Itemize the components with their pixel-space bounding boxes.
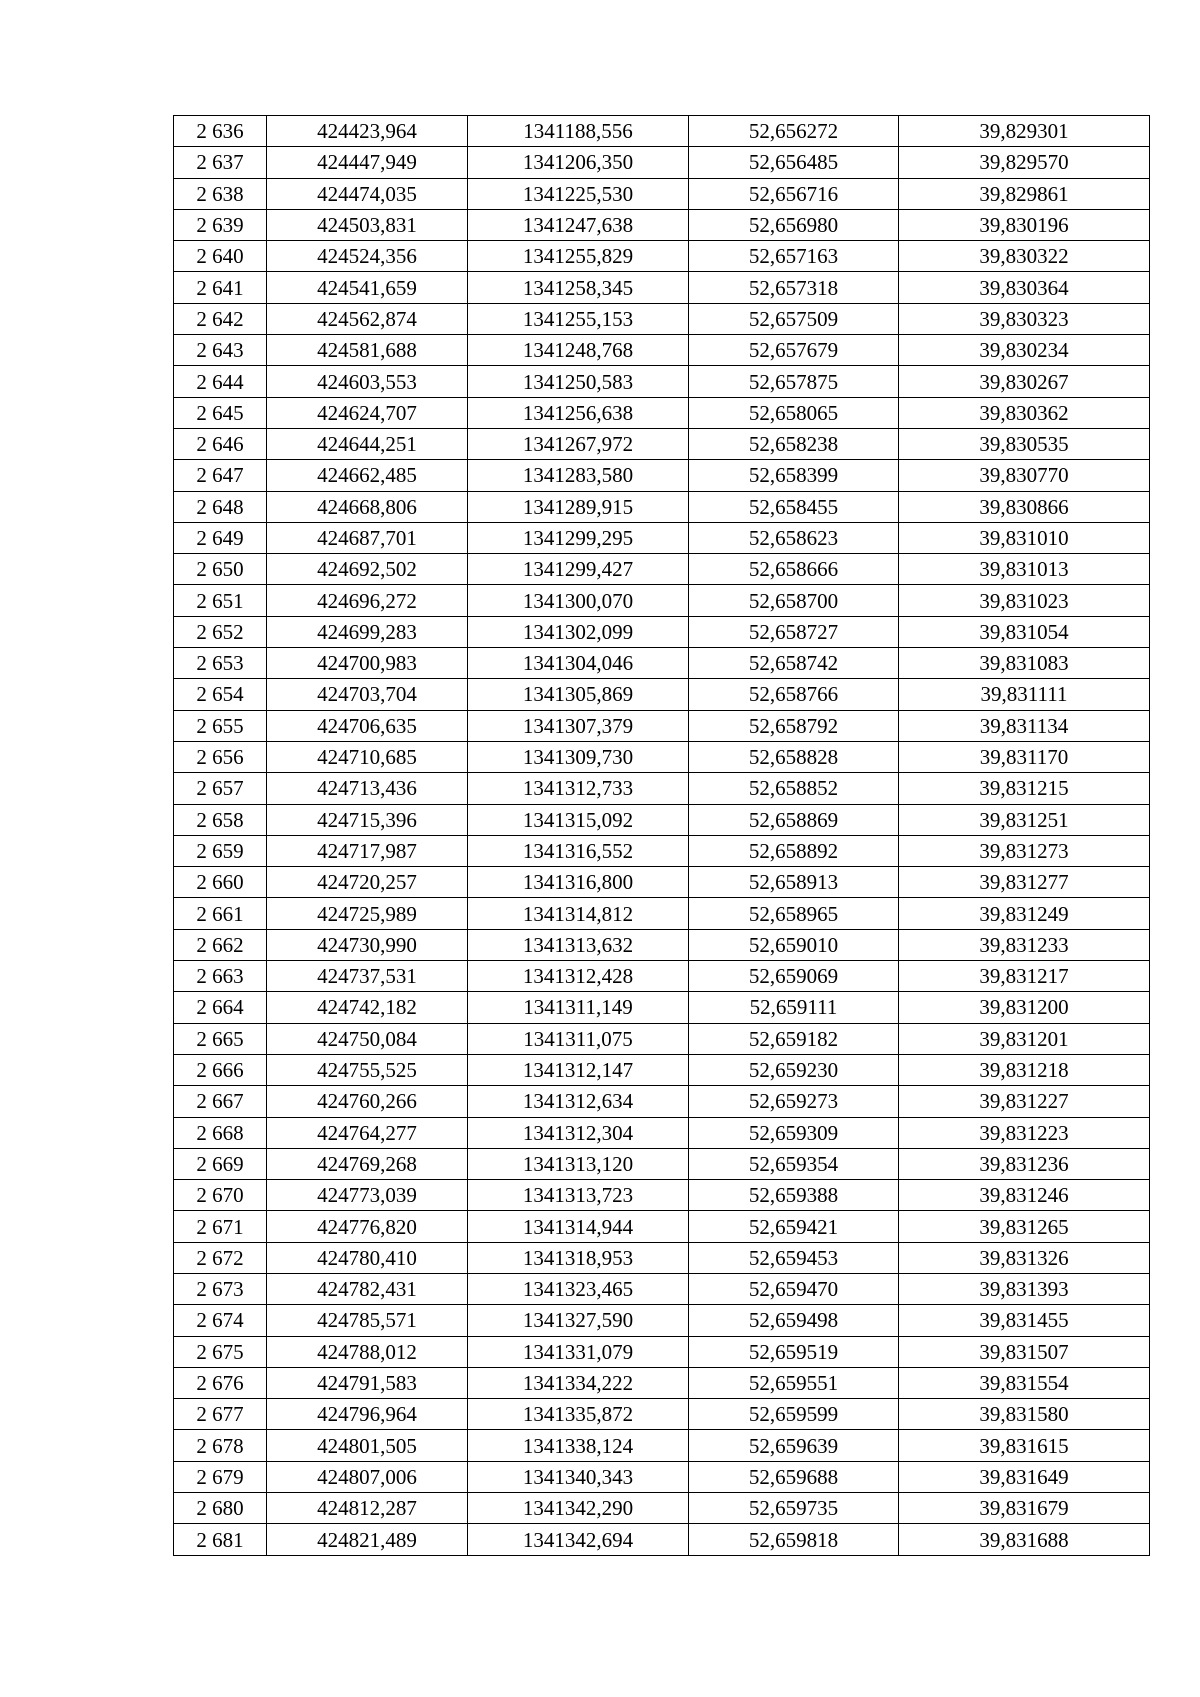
x-coordinate-cell: 424703,704 bbox=[267, 679, 468, 710]
longitude-cell: 39,831223 bbox=[899, 1117, 1150, 1148]
longitude-cell: 39,831111 bbox=[899, 679, 1150, 710]
y-coordinate-cell: 1341304,046 bbox=[468, 648, 689, 679]
table-row bbox=[174, 178, 1150, 209]
longitude-cell: 39,831507 bbox=[899, 1336, 1150, 1367]
x-coordinate-cell: 424782,431 bbox=[267, 1273, 468, 1304]
longitude-cell: 39,831249 bbox=[899, 898, 1150, 929]
longitude-cell: 39,831170 bbox=[899, 741, 1150, 772]
table-row bbox=[174, 1367, 1150, 1398]
coordinates-table bbox=[173, 115, 1150, 1556]
x-coordinate-cell: 424788,012 bbox=[267, 1336, 468, 1367]
y-coordinate-cell: 1341314,944 bbox=[468, 1211, 689, 1242]
longitude-cell: 39,830535 bbox=[899, 428, 1150, 459]
x-coordinate-cell: 424668,806 bbox=[267, 491, 468, 522]
latitude-cell: 52,658852 bbox=[689, 773, 899, 804]
table-row bbox=[174, 428, 1150, 459]
y-coordinate-cell: 1341327,590 bbox=[468, 1305, 689, 1336]
x-coordinate-cell: 424713,436 bbox=[267, 773, 468, 804]
x-coordinate-cell: 424720,257 bbox=[267, 867, 468, 898]
longitude-cell: 39,831277 bbox=[899, 867, 1150, 898]
y-coordinate-cell: 1341340,343 bbox=[468, 1461, 689, 1492]
latitude-cell: 52,659599 bbox=[689, 1399, 899, 1430]
table-row bbox=[174, 1117, 1150, 1148]
longitude-cell: 39,831615 bbox=[899, 1430, 1150, 1461]
point-number-cell: 2 660 bbox=[174, 867, 267, 898]
x-coordinate-cell: 424812,287 bbox=[267, 1493, 468, 1524]
x-coordinate-cell: 424785,571 bbox=[267, 1305, 468, 1336]
y-coordinate-cell: 1341258,345 bbox=[468, 272, 689, 303]
x-coordinate-cell: 424776,820 bbox=[267, 1211, 468, 1242]
x-coordinate-cell: 424760,266 bbox=[267, 1086, 468, 1117]
x-coordinate-cell: 424807,006 bbox=[267, 1461, 468, 1492]
x-coordinate-cell: 424725,989 bbox=[267, 898, 468, 929]
latitude-cell: 52,657163 bbox=[689, 241, 899, 272]
table-row bbox=[174, 1023, 1150, 1054]
point-number-cell: 2 651 bbox=[174, 585, 267, 616]
y-coordinate-cell: 1341267,972 bbox=[468, 428, 689, 459]
longitude-cell: 39,829861 bbox=[899, 178, 1150, 209]
longitude-cell: 39,830770 bbox=[899, 460, 1150, 491]
latitude-cell: 52,659010 bbox=[689, 929, 899, 960]
y-coordinate-cell: 1341300,070 bbox=[468, 585, 689, 616]
x-coordinate-cell: 424773,039 bbox=[267, 1180, 468, 1211]
point-number-cell: 2 671 bbox=[174, 1211, 267, 1242]
latitude-cell: 52,659688 bbox=[689, 1461, 899, 1492]
table-row bbox=[174, 679, 1150, 710]
y-coordinate-cell: 1341312,733 bbox=[468, 773, 689, 804]
x-coordinate-cell: 424801,505 bbox=[267, 1430, 468, 1461]
longitude-cell: 39,831083 bbox=[899, 648, 1150, 679]
longitude-cell: 39,830234 bbox=[899, 335, 1150, 366]
table-row bbox=[174, 1461, 1150, 1492]
table-row bbox=[174, 397, 1150, 428]
longitude-cell: 39,831246 bbox=[899, 1180, 1150, 1211]
longitude-cell: 39,830364 bbox=[899, 272, 1150, 303]
x-coordinate-cell: 424715,396 bbox=[267, 804, 468, 835]
longitude-cell: 39,831649 bbox=[899, 1461, 1150, 1492]
latitude-cell: 52,658455 bbox=[689, 491, 899, 522]
latitude-cell: 52,659111 bbox=[689, 992, 899, 1023]
table-row bbox=[174, 616, 1150, 647]
table-row bbox=[174, 867, 1150, 898]
latitude-cell: 52,658965 bbox=[689, 898, 899, 929]
y-coordinate-cell: 1341318,953 bbox=[468, 1242, 689, 1273]
latitude-cell: 52,658666 bbox=[689, 554, 899, 585]
y-coordinate-cell: 1341313,632 bbox=[468, 929, 689, 960]
point-number-cell: 2 672 bbox=[174, 1242, 267, 1273]
longitude-cell: 39,831227 bbox=[899, 1086, 1150, 1117]
latitude-cell: 52,659818 bbox=[689, 1524, 899, 1555]
longitude-cell: 39,831265 bbox=[899, 1211, 1150, 1242]
table-row bbox=[174, 929, 1150, 960]
latitude-cell: 52,658766 bbox=[689, 679, 899, 710]
x-coordinate-cell: 424581,688 bbox=[267, 335, 468, 366]
point-number-cell: 2 647 bbox=[174, 460, 267, 491]
longitude-cell: 39,831217 bbox=[899, 961, 1150, 992]
y-coordinate-cell: 1341305,869 bbox=[468, 679, 689, 710]
longitude-cell: 39,831326 bbox=[899, 1242, 1150, 1273]
longitude-cell: 39,831251 bbox=[899, 804, 1150, 835]
latitude-cell: 52,657318 bbox=[689, 272, 899, 303]
point-number-cell: 2 661 bbox=[174, 898, 267, 929]
point-number-cell: 2 658 bbox=[174, 804, 267, 835]
latitude-cell: 52,659354 bbox=[689, 1148, 899, 1179]
table-row bbox=[174, 460, 1150, 491]
x-coordinate-cell: 424644,251 bbox=[267, 428, 468, 459]
x-coordinate-cell: 424692,502 bbox=[267, 554, 468, 585]
table-row bbox=[174, 1399, 1150, 1430]
y-coordinate-cell: 1341331,079 bbox=[468, 1336, 689, 1367]
point-number-cell: 2 664 bbox=[174, 992, 267, 1023]
longitude-cell: 39,830322 bbox=[899, 241, 1150, 272]
y-coordinate-cell: 1341299,427 bbox=[468, 554, 689, 585]
point-number-cell: 2 675 bbox=[174, 1336, 267, 1367]
x-coordinate-cell: 424755,525 bbox=[267, 1054, 468, 1085]
table-row bbox=[174, 1336, 1150, 1367]
x-coordinate-cell: 424699,283 bbox=[267, 616, 468, 647]
y-coordinate-cell: 1341311,075 bbox=[468, 1023, 689, 1054]
point-number-cell: 2 640 bbox=[174, 241, 267, 272]
latitude-cell: 52,658238 bbox=[689, 428, 899, 459]
x-coordinate-cell: 424503,831 bbox=[267, 209, 468, 240]
table-row bbox=[174, 491, 1150, 522]
x-coordinate-cell: 424524,356 bbox=[267, 241, 468, 272]
latitude-cell: 52,659735 bbox=[689, 1493, 899, 1524]
y-coordinate-cell: 1341256,638 bbox=[468, 397, 689, 428]
table-row bbox=[174, 554, 1150, 585]
table-row bbox=[174, 1430, 1150, 1461]
point-number-cell: 2 650 bbox=[174, 554, 267, 585]
latitude-cell: 52,659551 bbox=[689, 1367, 899, 1398]
x-coordinate-cell: 424541,659 bbox=[267, 272, 468, 303]
point-number-cell: 2 641 bbox=[174, 272, 267, 303]
y-coordinate-cell: 1341250,583 bbox=[468, 366, 689, 397]
latitude-cell: 52,659230 bbox=[689, 1054, 899, 1085]
point-number-cell: 2 646 bbox=[174, 428, 267, 459]
longitude-cell: 39,831010 bbox=[899, 522, 1150, 553]
y-coordinate-cell: 1341311,149 bbox=[468, 992, 689, 1023]
longitude-cell: 39,831455 bbox=[899, 1305, 1150, 1336]
x-coordinate-cell: 424423,964 bbox=[267, 116, 468, 147]
latitude-cell: 52,658913 bbox=[689, 867, 899, 898]
y-coordinate-cell: 1341312,304 bbox=[468, 1117, 689, 1148]
table-row bbox=[174, 303, 1150, 334]
x-coordinate-cell: 424710,685 bbox=[267, 741, 468, 772]
x-coordinate-cell: 424603,553 bbox=[267, 366, 468, 397]
longitude-cell: 39,831688 bbox=[899, 1524, 1150, 1555]
table-row bbox=[174, 1242, 1150, 1273]
latitude-cell: 52,659470 bbox=[689, 1273, 899, 1304]
point-number-cell: 2 666 bbox=[174, 1054, 267, 1085]
latitude-cell: 52,658742 bbox=[689, 648, 899, 679]
point-number-cell: 2 678 bbox=[174, 1430, 267, 1461]
x-coordinate-cell: 424791,583 bbox=[267, 1367, 468, 1398]
point-number-cell: 2 639 bbox=[174, 209, 267, 240]
latitude-cell: 52,659182 bbox=[689, 1023, 899, 1054]
coordinates-table-body bbox=[174, 116, 1150, 1556]
y-coordinate-cell: 1341312,428 bbox=[468, 961, 689, 992]
y-coordinate-cell: 1341313,723 bbox=[468, 1180, 689, 1211]
x-coordinate-cell: 424780,410 bbox=[267, 1242, 468, 1273]
longitude-cell: 39,830362 bbox=[899, 397, 1150, 428]
y-coordinate-cell: 1341335,872 bbox=[468, 1399, 689, 1430]
y-coordinate-cell: 1341312,147 bbox=[468, 1054, 689, 1085]
latitude-cell: 52,659639 bbox=[689, 1430, 899, 1461]
longitude-cell: 39,831054 bbox=[899, 616, 1150, 647]
point-number-cell: 2 636 bbox=[174, 116, 267, 147]
table-row bbox=[174, 1180, 1150, 1211]
longitude-cell: 39,831393 bbox=[899, 1273, 1150, 1304]
table-row bbox=[174, 773, 1150, 804]
point-number-cell: 2 674 bbox=[174, 1305, 267, 1336]
table-row bbox=[174, 992, 1150, 1023]
latitude-cell: 52,656980 bbox=[689, 209, 899, 240]
table-row bbox=[174, 116, 1150, 147]
y-coordinate-cell: 1341255,153 bbox=[468, 303, 689, 334]
longitude-cell: 39,830196 bbox=[899, 209, 1150, 240]
longitude-cell: 39,831200 bbox=[899, 992, 1150, 1023]
point-number-cell: 2 652 bbox=[174, 616, 267, 647]
latitude-cell: 52,659519 bbox=[689, 1336, 899, 1367]
table-row bbox=[174, 147, 1150, 178]
table-row bbox=[174, 835, 1150, 866]
y-coordinate-cell: 1341313,120 bbox=[468, 1148, 689, 1179]
latitude-cell: 52,657875 bbox=[689, 366, 899, 397]
table-row bbox=[174, 209, 1150, 240]
y-coordinate-cell: 1341316,552 bbox=[468, 835, 689, 866]
x-coordinate-cell: 424687,701 bbox=[267, 522, 468, 553]
y-coordinate-cell: 1341307,379 bbox=[468, 710, 689, 741]
x-coordinate-cell: 424769,268 bbox=[267, 1148, 468, 1179]
longitude-cell: 39,830323 bbox=[899, 303, 1150, 334]
latitude-cell: 52,658869 bbox=[689, 804, 899, 835]
latitude-cell: 52,658399 bbox=[689, 460, 899, 491]
table-row bbox=[174, 585, 1150, 616]
latitude-cell: 52,657509 bbox=[689, 303, 899, 334]
table-row bbox=[174, 741, 1150, 772]
longitude-cell: 39,831679 bbox=[899, 1493, 1150, 1524]
longitude-cell: 39,831218 bbox=[899, 1054, 1150, 1085]
y-coordinate-cell: 1341314,812 bbox=[468, 898, 689, 929]
point-number-cell: 2 643 bbox=[174, 335, 267, 366]
latitude-cell: 52,659498 bbox=[689, 1305, 899, 1336]
point-number-cell: 2 642 bbox=[174, 303, 267, 334]
point-number-cell: 2 669 bbox=[174, 1148, 267, 1179]
x-coordinate-cell: 424796,964 bbox=[267, 1399, 468, 1430]
table-row bbox=[174, 1493, 1150, 1524]
longitude-cell: 39,829301 bbox=[899, 116, 1150, 147]
table-row bbox=[174, 961, 1150, 992]
x-coordinate-cell: 424562,874 bbox=[267, 303, 468, 334]
point-number-cell: 2 649 bbox=[174, 522, 267, 553]
longitude-cell: 39,831580 bbox=[899, 1399, 1150, 1430]
latitude-cell: 52,656485 bbox=[689, 147, 899, 178]
longitude-cell: 39,830866 bbox=[899, 491, 1150, 522]
point-number-cell: 2 644 bbox=[174, 366, 267, 397]
y-coordinate-cell: 1341247,638 bbox=[468, 209, 689, 240]
y-coordinate-cell: 1341315,092 bbox=[468, 804, 689, 835]
point-number-cell: 2 662 bbox=[174, 929, 267, 960]
latitude-cell: 52,659309 bbox=[689, 1117, 899, 1148]
latitude-cell: 52,656272 bbox=[689, 116, 899, 147]
y-coordinate-cell: 1341334,222 bbox=[468, 1367, 689, 1398]
latitude-cell: 52,658792 bbox=[689, 710, 899, 741]
point-number-cell: 2 663 bbox=[174, 961, 267, 992]
point-number-cell: 2 673 bbox=[174, 1273, 267, 1304]
table-row bbox=[174, 272, 1150, 303]
longitude-cell: 39,831273 bbox=[899, 835, 1150, 866]
table-row bbox=[174, 335, 1150, 366]
point-number-cell: 2 654 bbox=[174, 679, 267, 710]
longitude-cell: 39,831013 bbox=[899, 554, 1150, 585]
table-row bbox=[174, 366, 1150, 397]
x-coordinate-cell: 424737,531 bbox=[267, 961, 468, 992]
y-coordinate-cell: 1341206,350 bbox=[468, 147, 689, 178]
latitude-cell: 52,659388 bbox=[689, 1180, 899, 1211]
latitude-cell: 52,658892 bbox=[689, 835, 899, 866]
longitude-cell: 39,830267 bbox=[899, 366, 1150, 397]
x-coordinate-cell: 424706,635 bbox=[267, 710, 468, 741]
x-coordinate-cell: 424696,272 bbox=[267, 585, 468, 616]
longitude-cell: 39,831023 bbox=[899, 585, 1150, 616]
longitude-cell: 39,829570 bbox=[899, 147, 1150, 178]
table-row bbox=[174, 1086, 1150, 1117]
y-coordinate-cell: 1341248,768 bbox=[468, 335, 689, 366]
point-number-cell: 2 638 bbox=[174, 178, 267, 209]
table-row bbox=[174, 241, 1150, 272]
latitude-cell: 52,658700 bbox=[689, 585, 899, 616]
latitude-cell: 52,659069 bbox=[689, 961, 899, 992]
point-number-cell: 2 668 bbox=[174, 1117, 267, 1148]
latitude-cell: 52,657679 bbox=[689, 335, 899, 366]
point-number-cell: 2 657 bbox=[174, 773, 267, 804]
table-row bbox=[174, 1148, 1150, 1179]
y-coordinate-cell: 1341312,634 bbox=[468, 1086, 689, 1117]
y-coordinate-cell: 1341289,915 bbox=[468, 491, 689, 522]
y-coordinate-cell: 1341188,556 bbox=[468, 116, 689, 147]
x-coordinate-cell: 424821,489 bbox=[267, 1524, 468, 1555]
x-coordinate-cell: 424742,182 bbox=[267, 992, 468, 1023]
latitude-cell: 52,659273 bbox=[689, 1086, 899, 1117]
x-coordinate-cell: 424764,277 bbox=[267, 1117, 468, 1148]
point-number-cell: 2 655 bbox=[174, 710, 267, 741]
x-coordinate-cell: 424447,949 bbox=[267, 147, 468, 178]
point-number-cell: 2 665 bbox=[174, 1023, 267, 1054]
point-number-cell: 2 645 bbox=[174, 397, 267, 428]
table-row bbox=[174, 898, 1150, 929]
table-row bbox=[174, 1054, 1150, 1085]
table-row bbox=[174, 1211, 1150, 1242]
y-coordinate-cell: 1341316,800 bbox=[468, 867, 689, 898]
latitude-cell: 52,658623 bbox=[689, 522, 899, 553]
y-coordinate-cell: 1341299,295 bbox=[468, 522, 689, 553]
point-number-cell: 2 679 bbox=[174, 1461, 267, 1492]
point-number-cell: 2 653 bbox=[174, 648, 267, 679]
latitude-cell: 52,659421 bbox=[689, 1211, 899, 1242]
point-number-cell: 2 659 bbox=[174, 835, 267, 866]
table-row bbox=[174, 1524, 1150, 1555]
latitude-cell: 52,658727 bbox=[689, 616, 899, 647]
longitude-cell: 39,831201 bbox=[899, 1023, 1150, 1054]
point-number-cell: 2 667 bbox=[174, 1086, 267, 1117]
latitude-cell: 52,658828 bbox=[689, 741, 899, 772]
point-number-cell: 2 676 bbox=[174, 1367, 267, 1398]
x-coordinate-cell: 424750,084 bbox=[267, 1023, 468, 1054]
y-coordinate-cell: 1341283,580 bbox=[468, 460, 689, 491]
y-coordinate-cell: 1341225,530 bbox=[468, 178, 689, 209]
longitude-cell: 39,831134 bbox=[899, 710, 1150, 741]
point-number-cell: 2 648 bbox=[174, 491, 267, 522]
point-number-cell: 2 637 bbox=[174, 147, 267, 178]
table-row bbox=[174, 1273, 1150, 1304]
latitude-cell: 52,656716 bbox=[689, 178, 899, 209]
y-coordinate-cell: 1341302,099 bbox=[468, 616, 689, 647]
table-row bbox=[174, 1305, 1150, 1336]
x-coordinate-cell: 424662,485 bbox=[267, 460, 468, 491]
latitude-cell: 52,659453 bbox=[689, 1242, 899, 1273]
y-coordinate-cell: 1341323,465 bbox=[468, 1273, 689, 1304]
point-number-cell: 2 677 bbox=[174, 1399, 267, 1430]
y-coordinate-cell: 1341338,124 bbox=[468, 1430, 689, 1461]
table-row bbox=[174, 522, 1150, 553]
x-coordinate-cell: 424700,983 bbox=[267, 648, 468, 679]
longitude-cell: 39,831554 bbox=[899, 1367, 1150, 1398]
table-row bbox=[174, 710, 1150, 741]
y-coordinate-cell: 1341342,290 bbox=[468, 1493, 689, 1524]
table-row bbox=[174, 648, 1150, 679]
longitude-cell: 39,831233 bbox=[899, 929, 1150, 960]
point-number-cell: 2 656 bbox=[174, 741, 267, 772]
longitude-cell: 39,831236 bbox=[899, 1148, 1150, 1179]
latitude-cell: 52,658065 bbox=[689, 397, 899, 428]
point-number-cell: 2 680 bbox=[174, 1493, 267, 1524]
point-number-cell: 2 670 bbox=[174, 1180, 267, 1211]
table-row bbox=[174, 804, 1150, 835]
x-coordinate-cell: 424474,035 bbox=[267, 178, 468, 209]
point-number-cell: 2 681 bbox=[174, 1524, 267, 1555]
y-coordinate-cell: 1341309,730 bbox=[468, 741, 689, 772]
longitude-cell: 39,831215 bbox=[899, 773, 1150, 804]
x-coordinate-cell: 424624,707 bbox=[267, 397, 468, 428]
x-coordinate-cell: 424730,990 bbox=[267, 929, 468, 960]
x-coordinate-cell: 424717,987 bbox=[267, 835, 468, 866]
document-page bbox=[173, 115, 1149, 1556]
y-coordinate-cell: 1341255,829 bbox=[468, 241, 689, 272]
y-coordinate-cell: 1341342,694 bbox=[468, 1524, 689, 1555]
